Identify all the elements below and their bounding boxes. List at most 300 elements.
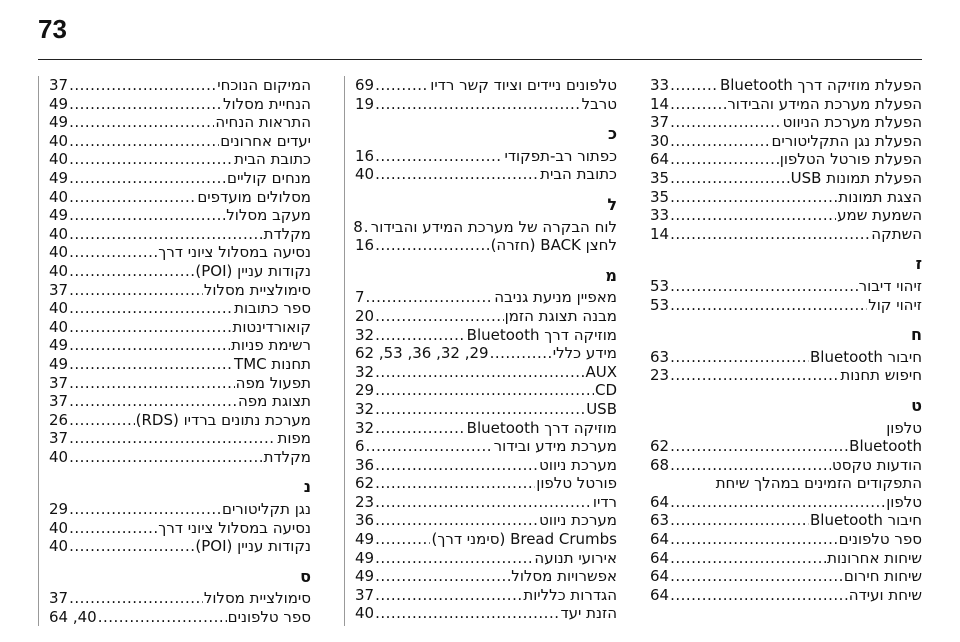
index-entry	[355, 326, 617, 345]
index-page-ref: 49	[49, 354, 69, 373]
index-page-ref: 36	[355, 455, 375, 474]
dot-leader	[375, 76, 429, 95]
index-term: המיקום הנוכחי	[217, 76, 311, 94]
index-page-ref: 37	[49, 76, 69, 94]
index-entry	[355, 344, 617, 363]
index-column-middle	[344, 76, 617, 626]
index-page-ref: 32	[355, 418, 375, 437]
index-term: מערכת ניווט	[539, 511, 617, 530]
index-term: הצגת תמונות	[838, 187, 922, 206]
index-entry	[650, 437, 922, 456]
index-entry	[49, 429, 311, 448]
index-term: מקלדת	[263, 447, 311, 466]
index-term: Bread Crumbs (סימני דרך)	[431, 530, 617, 549]
dot-leader	[69, 318, 231, 337]
index-page-ref: 16	[355, 146, 375, 165]
index-page-ref: 33	[650, 206, 670, 225]
index-page-ref: 40	[355, 604, 375, 623]
index-entry	[49, 76, 311, 95]
dot-leader	[69, 411, 135, 430]
dot-leader	[69, 95, 222, 114]
index-entry	[49, 95, 311, 114]
index-page-ref: 14	[650, 224, 670, 243]
index-page-ref: 63	[650, 347, 670, 366]
index-term: שיחת ועידה	[848, 585, 922, 604]
index-entry	[355, 419, 617, 438]
index-term: הגדרות כלליות	[523, 585, 617, 604]
index-term: מקלדת	[263, 224, 311, 243]
index-term: מאפיין מניעת גניבה	[494, 288, 617, 307]
dot-leader	[375, 419, 466, 438]
index-entry	[650, 296, 922, 315]
dot-leader	[375, 604, 559, 623]
dot-leader	[670, 586, 848, 605]
dot-leader	[670, 366, 839, 385]
index-page-ref: 40	[49, 187, 69, 206]
index-entry	[355, 76, 617, 95]
dot-leader	[366, 437, 493, 456]
index-page-ref: 62	[355, 474, 375, 493]
index-page-ref: 32	[355, 399, 375, 418]
index-entry	[355, 456, 617, 475]
index-term: CD	[594, 381, 617, 400]
index-entry	[650, 277, 922, 296]
dot-leader	[375, 530, 430, 549]
index-entry	[355, 437, 617, 456]
index-term: השתקה	[871, 224, 922, 243]
index-term: חיבור Bluetooth	[810, 347, 922, 366]
index-entry	[49, 169, 311, 188]
index-page-ref: 49	[355, 548, 375, 567]
index-letter-heading: ח	[911, 325, 922, 345]
index-term: טלפון	[886, 418, 922, 437]
index-entry	[49, 448, 311, 467]
dot-leader	[69, 169, 226, 188]
index-term: שיחות אחרונות	[827, 548, 922, 567]
index-entry	[49, 411, 311, 430]
index-term: מערכת מידע ובידור	[493, 437, 617, 456]
page-number: 73	[38, 14, 67, 44]
index-entry	[650, 493, 922, 512]
dot-leader	[670, 437, 848, 456]
index-letter-heading: מ	[605, 265, 617, 285]
index-entry	[49, 113, 311, 132]
index-page-ref: 40	[49, 299, 69, 318]
dot-leader	[670, 277, 858, 296]
index-term: נסיעה במסלול ציוני דרך	[158, 518, 311, 537]
index-term: ספר טלפונים	[227, 608, 311, 627]
index-page-ref: 37	[355, 585, 375, 604]
index-entry	[355, 400, 617, 419]
index-term: הפעלת תמונות USB	[790, 168, 922, 187]
index-page-ref: 37	[49, 429, 69, 448]
index-term: קואורדינטות	[232, 317, 311, 336]
dot-leader	[375, 147, 503, 166]
index-page-ref: 7	[355, 288, 365, 307]
index-page-ref: 26	[49, 410, 69, 429]
dot-leader	[670, 296, 867, 315]
index-page-ref: 68	[650, 455, 670, 474]
index-term: רשימת פניות	[231, 336, 311, 355]
index-page-ref: 40	[49, 261, 69, 280]
index-term: תחנות TMC	[234, 354, 311, 373]
index-page-ref: 69	[355, 76, 375, 94]
top-rule	[38, 59, 922, 60]
index-term: הפעלת פורטל הטלפון	[779, 150, 922, 169]
index-term: הפעלת מוזיקה דרך Bluetooth	[719, 76, 922, 94]
index-page-ref: 40	[49, 224, 69, 243]
dot-leader	[670, 169, 790, 188]
dot-leader	[670, 150, 779, 169]
dot-leader	[69, 519, 157, 538]
index-page-ref: 64	[650, 150, 670, 169]
index-entry	[650, 456, 922, 475]
index-page-ref: 40	[49, 131, 69, 150]
index-page-ref: 64	[650, 530, 670, 549]
index-entry	[49, 589, 311, 608]
dot-leader	[670, 348, 809, 367]
index-page-ref: 40	[49, 317, 69, 336]
index-term: הפעלת מערכת המידע והבידור	[727, 94, 922, 113]
index-term: AUX	[585, 362, 617, 381]
index-term: USB	[586, 399, 617, 418]
index-term: רדיו	[592, 492, 617, 511]
dot-leader	[670, 113, 782, 132]
index-page-ref: 64	[650, 585, 670, 604]
index-entry	[49, 608, 311, 627]
index-term: טלפון	[886, 492, 922, 511]
index-term: השמעת שמע	[837, 206, 922, 225]
index-page-ref: 40	[49, 518, 69, 537]
index-entry	[49, 374, 311, 393]
index-page-ref: 53	[650, 276, 670, 295]
index-term: יעדים אחרונים	[220, 131, 311, 150]
dot-leader	[375, 511, 538, 530]
index-term: תצוגת מפה	[237, 392, 311, 411]
index-entry	[355, 493, 617, 512]
index-entry	[650, 567, 922, 586]
index-entry	[49, 392, 311, 411]
index-page-ref: 20	[355, 306, 375, 325]
dot-leader	[364, 218, 370, 237]
index-page-ref: 23	[355, 492, 375, 511]
index-page-ref: 62 ,53 ,36 ,32 ,29	[355, 344, 489, 363]
index-entry	[650, 169, 922, 188]
dot-leader	[69, 299, 233, 318]
index-page-ref: 40	[49, 150, 69, 169]
index-page-ref: 6	[355, 437, 365, 456]
dot-leader	[375, 165, 539, 184]
index-page-ref: 40	[49, 447, 69, 466]
index-page-ref: 23	[650, 366, 670, 385]
index-term: תפעול מפה	[235, 373, 311, 392]
index-entry	[49, 132, 311, 151]
index-entry	[355, 511, 617, 530]
index-term: נסיעה במסלול ציוני דרך	[158, 243, 311, 262]
dot-leader	[366, 288, 494, 307]
index-term: אירועי תנועה	[534, 548, 617, 567]
index-page-ref: 64	[650, 548, 670, 567]
dot-leader	[670, 567, 843, 586]
index-term: Bluetooth	[849, 437, 922, 456]
index-letter-heading: ז	[915, 254, 922, 274]
index-entry	[355, 363, 617, 382]
index-entry	[355, 567, 617, 586]
index-page-ref: 49	[49, 168, 69, 187]
dot-leader	[490, 344, 552, 363]
index-page-ref: 37	[49, 373, 69, 392]
dot-leader	[375, 493, 592, 512]
index-term: מסלולים מועדפים	[197, 187, 311, 206]
dot-leader	[69, 188, 196, 207]
index-page-ref: 37	[49, 392, 69, 411]
index-term: סימולציית מסלול	[203, 589, 311, 608]
index-entry	[49, 225, 311, 244]
index-page-ref: 37	[49, 280, 69, 299]
dot-leader	[69, 500, 221, 519]
index-letter-heading: כ	[607, 124, 617, 144]
index-entry	[355, 307, 617, 326]
index-page-ref: 49	[49, 336, 69, 355]
index-page-ref: 40	[355, 165, 375, 184]
index-entry	[355, 218, 617, 237]
index-entry	[49, 262, 311, 281]
index-page-ref: 62	[650, 437, 670, 456]
index-page-ref: 30	[650, 131, 670, 150]
index-entry	[49, 150, 311, 169]
dot-leader	[375, 95, 581, 114]
dot-leader	[670, 95, 726, 114]
index-entry	[650, 511, 922, 530]
index-page-ref: 33	[650, 76, 670, 94]
index-term: נקודות עניין (POI)	[195, 537, 311, 556]
index-term: מוזיקה דרך Bluetooth	[466, 418, 617, 437]
index-entry	[355, 549, 617, 568]
index-term: חיבור Bluetooth	[810, 511, 922, 530]
index-entry	[650, 530, 922, 549]
index-term: נקודות עניין (POI)	[195, 261, 311, 280]
index-term: מבנה תצוגת הזמן	[504, 306, 617, 325]
index-term: הודעות טקסט	[831, 455, 922, 474]
dot-leader	[375, 400, 585, 419]
index-columns	[38, 76, 922, 626]
index-term: שיחות חירום	[843, 567, 922, 586]
index-page-ref: 8	[353, 217, 363, 236]
index-entry	[355, 95, 617, 114]
index-term: הזנת יעד	[560, 604, 617, 623]
index-page-ref: 36	[355, 511, 375, 530]
dot-leader	[670, 206, 836, 225]
index-page-ref: 14	[650, 94, 670, 113]
dot-leader	[69, 225, 263, 244]
dot-leader	[375, 326, 466, 345]
dot-leader	[375, 363, 584, 382]
dot-leader	[69, 206, 225, 225]
index-letter-heading: ס	[300, 566, 311, 586]
dot-leader	[69, 429, 276, 448]
index-entry	[49, 299, 311, 318]
dot-leader	[375, 549, 533, 568]
index-term: ספר טלפונים	[838, 530, 922, 549]
index-entry	[650, 225, 922, 244]
dot-leader	[69, 262, 194, 281]
index-term: הנחיית מסלול	[222, 94, 311, 113]
index-entry	[650, 150, 922, 169]
index-page-ref: 53	[650, 295, 670, 314]
index-term: מערכת ניווט	[539, 455, 617, 474]
index-letter-heading: ט	[911, 395, 922, 415]
dot-leader	[69, 374, 235, 393]
dot-leader	[670, 456, 831, 475]
index-entry	[650, 206, 922, 225]
index-entry	[355, 288, 617, 307]
dot-leader	[98, 608, 227, 627]
index-entry	[650, 366, 922, 385]
index-term: מוזיקה דרך Bluetooth	[466, 325, 617, 344]
index-entry	[355, 474, 617, 493]
index-subheading	[650, 419, 922, 438]
index-term: זיהוי דיבור	[858, 276, 922, 295]
index-term: סימולציית מסלול	[203, 280, 311, 299]
dot-leader	[69, 537, 194, 556]
dot-leader	[670, 76, 719, 95]
dot-leader	[69, 76, 216, 95]
index-letter-heading: נ	[303, 477, 311, 497]
index-entry	[49, 336, 311, 355]
index-entry	[49, 500, 311, 519]
index-column-right	[650, 76, 922, 626]
dot-leader	[375, 381, 594, 400]
index-page-ref: 64	[650, 492, 670, 511]
index-entry	[650, 586, 922, 605]
index-term: מפות	[277, 429, 311, 448]
dot-leader	[69, 355, 233, 374]
index-page-ref: 63	[650, 511, 670, 530]
index-entry	[49, 243, 311, 262]
dot-leader	[69, 336, 230, 355]
index-page-ref: 49	[355, 567, 375, 586]
index-entry	[49, 355, 311, 374]
dot-leader	[670, 549, 826, 568]
index-entry	[355, 604, 617, 623]
index-entry	[355, 586, 617, 605]
index-page-ref: 49	[49, 113, 69, 132]
index-term: כפתור רב-תפקודי	[504, 146, 617, 165]
index-page-ref: 40	[49, 243, 69, 262]
dot-leader	[670, 132, 770, 151]
index-entry	[49, 281, 311, 300]
index-term: התפקודים הזמינים במהלך שיחת	[715, 474, 922, 493]
dot-leader	[69, 113, 214, 132]
index-entry	[650, 188, 922, 207]
index-page-ref: 40	[49, 537, 69, 556]
dot-leader	[69, 150, 233, 169]
index-term: חיפוש תחנות	[840, 366, 922, 385]
index-page-ref: 32	[355, 325, 375, 344]
index-page-ref: 35	[650, 168, 670, 187]
dot-leader	[670, 225, 870, 244]
dot-leader	[69, 132, 219, 151]
dot-leader	[375, 307, 504, 326]
index-term: הפעלת מערכת הניווט	[782, 113, 922, 132]
dot-leader	[375, 586, 522, 605]
dot-leader	[375, 567, 510, 586]
index-page-ref: 37	[650, 113, 670, 132]
index-page-ref: 29	[355, 381, 375, 400]
index-page-ref: 49	[355, 530, 375, 549]
index-term: כתובת הבית	[540, 165, 617, 184]
index-term: נגן תקליטורים	[221, 500, 311, 519]
index-page-ref: 35	[650, 187, 670, 206]
index-entry	[650, 113, 922, 132]
index-term: טלפונים ניידים וציוד קשר רדיו	[430, 76, 617, 94]
dot-leader	[670, 188, 837, 207]
dot-leader	[375, 456, 538, 475]
index-page-ref: 37	[49, 589, 69, 608]
dot-leader	[69, 281, 203, 300]
dot-leader	[375, 474, 535, 493]
index-entry	[49, 188, 311, 207]
dot-leader	[670, 511, 809, 530]
index-subheading	[650, 474, 922, 493]
index-entry	[355, 147, 617, 166]
index-page-ref: 64	[650, 567, 670, 586]
dot-leader	[375, 236, 489, 255]
index-entry	[650, 549, 922, 568]
index-entry	[650, 95, 922, 114]
dot-leader	[69, 589, 203, 608]
index-term: לוח הבקרה של מערכת המידע והבידור	[370, 217, 617, 236]
dot-leader	[670, 530, 838, 549]
dot-leader	[69, 448, 263, 467]
index-entry	[49, 519, 311, 538]
index-term: התראות הנחיה	[215, 113, 311, 132]
index-entry	[355, 165, 617, 184]
index-entry	[355, 530, 617, 549]
index-term: מידע כללי	[552, 344, 617, 363]
index-term: פורטל טלפון	[536, 474, 617, 493]
index-term: ספר כתובות	[234, 299, 311, 318]
index-term: מעקב מסלול	[226, 206, 311, 225]
index-entry	[650, 76, 922, 95]
index-letter-heading: ל	[607, 194, 617, 214]
dot-leader	[670, 493, 885, 512]
index-page-ref: 32	[355, 362, 375, 381]
index-entry	[650, 348, 922, 367]
index-page-ref: 29	[49, 500, 69, 519]
index-page-ref: 64 ,40	[49, 608, 97, 627]
dot-leader	[69, 392, 237, 411]
dot-leader	[69, 243, 157, 262]
index-page-ref: 49	[49, 94, 69, 113]
index-term: מערכת נתונים ברדיו (RDS)	[135, 410, 311, 429]
index-term: טרבל	[581, 94, 617, 113]
index-term: מנחים קוליים	[227, 168, 311, 187]
index-entry	[49, 318, 311, 337]
index-term: אפשרויות מסלול	[511, 567, 617, 586]
index-column-left	[38, 76, 311, 626]
index-entry	[355, 381, 617, 400]
index-term: הפעלת נגן התקליטורים	[771, 131, 922, 150]
index-page-ref: 49	[49, 206, 69, 225]
index-page-ref: 19	[355, 94, 375, 113]
index-entry	[49, 206, 311, 225]
index-page-ref: 16	[355, 236, 375, 255]
index-term: זיהוי קול	[868, 295, 922, 314]
index-entry	[650, 132, 922, 151]
index-entry	[355, 236, 617, 255]
index-term: כתובת הבית	[234, 150, 311, 169]
